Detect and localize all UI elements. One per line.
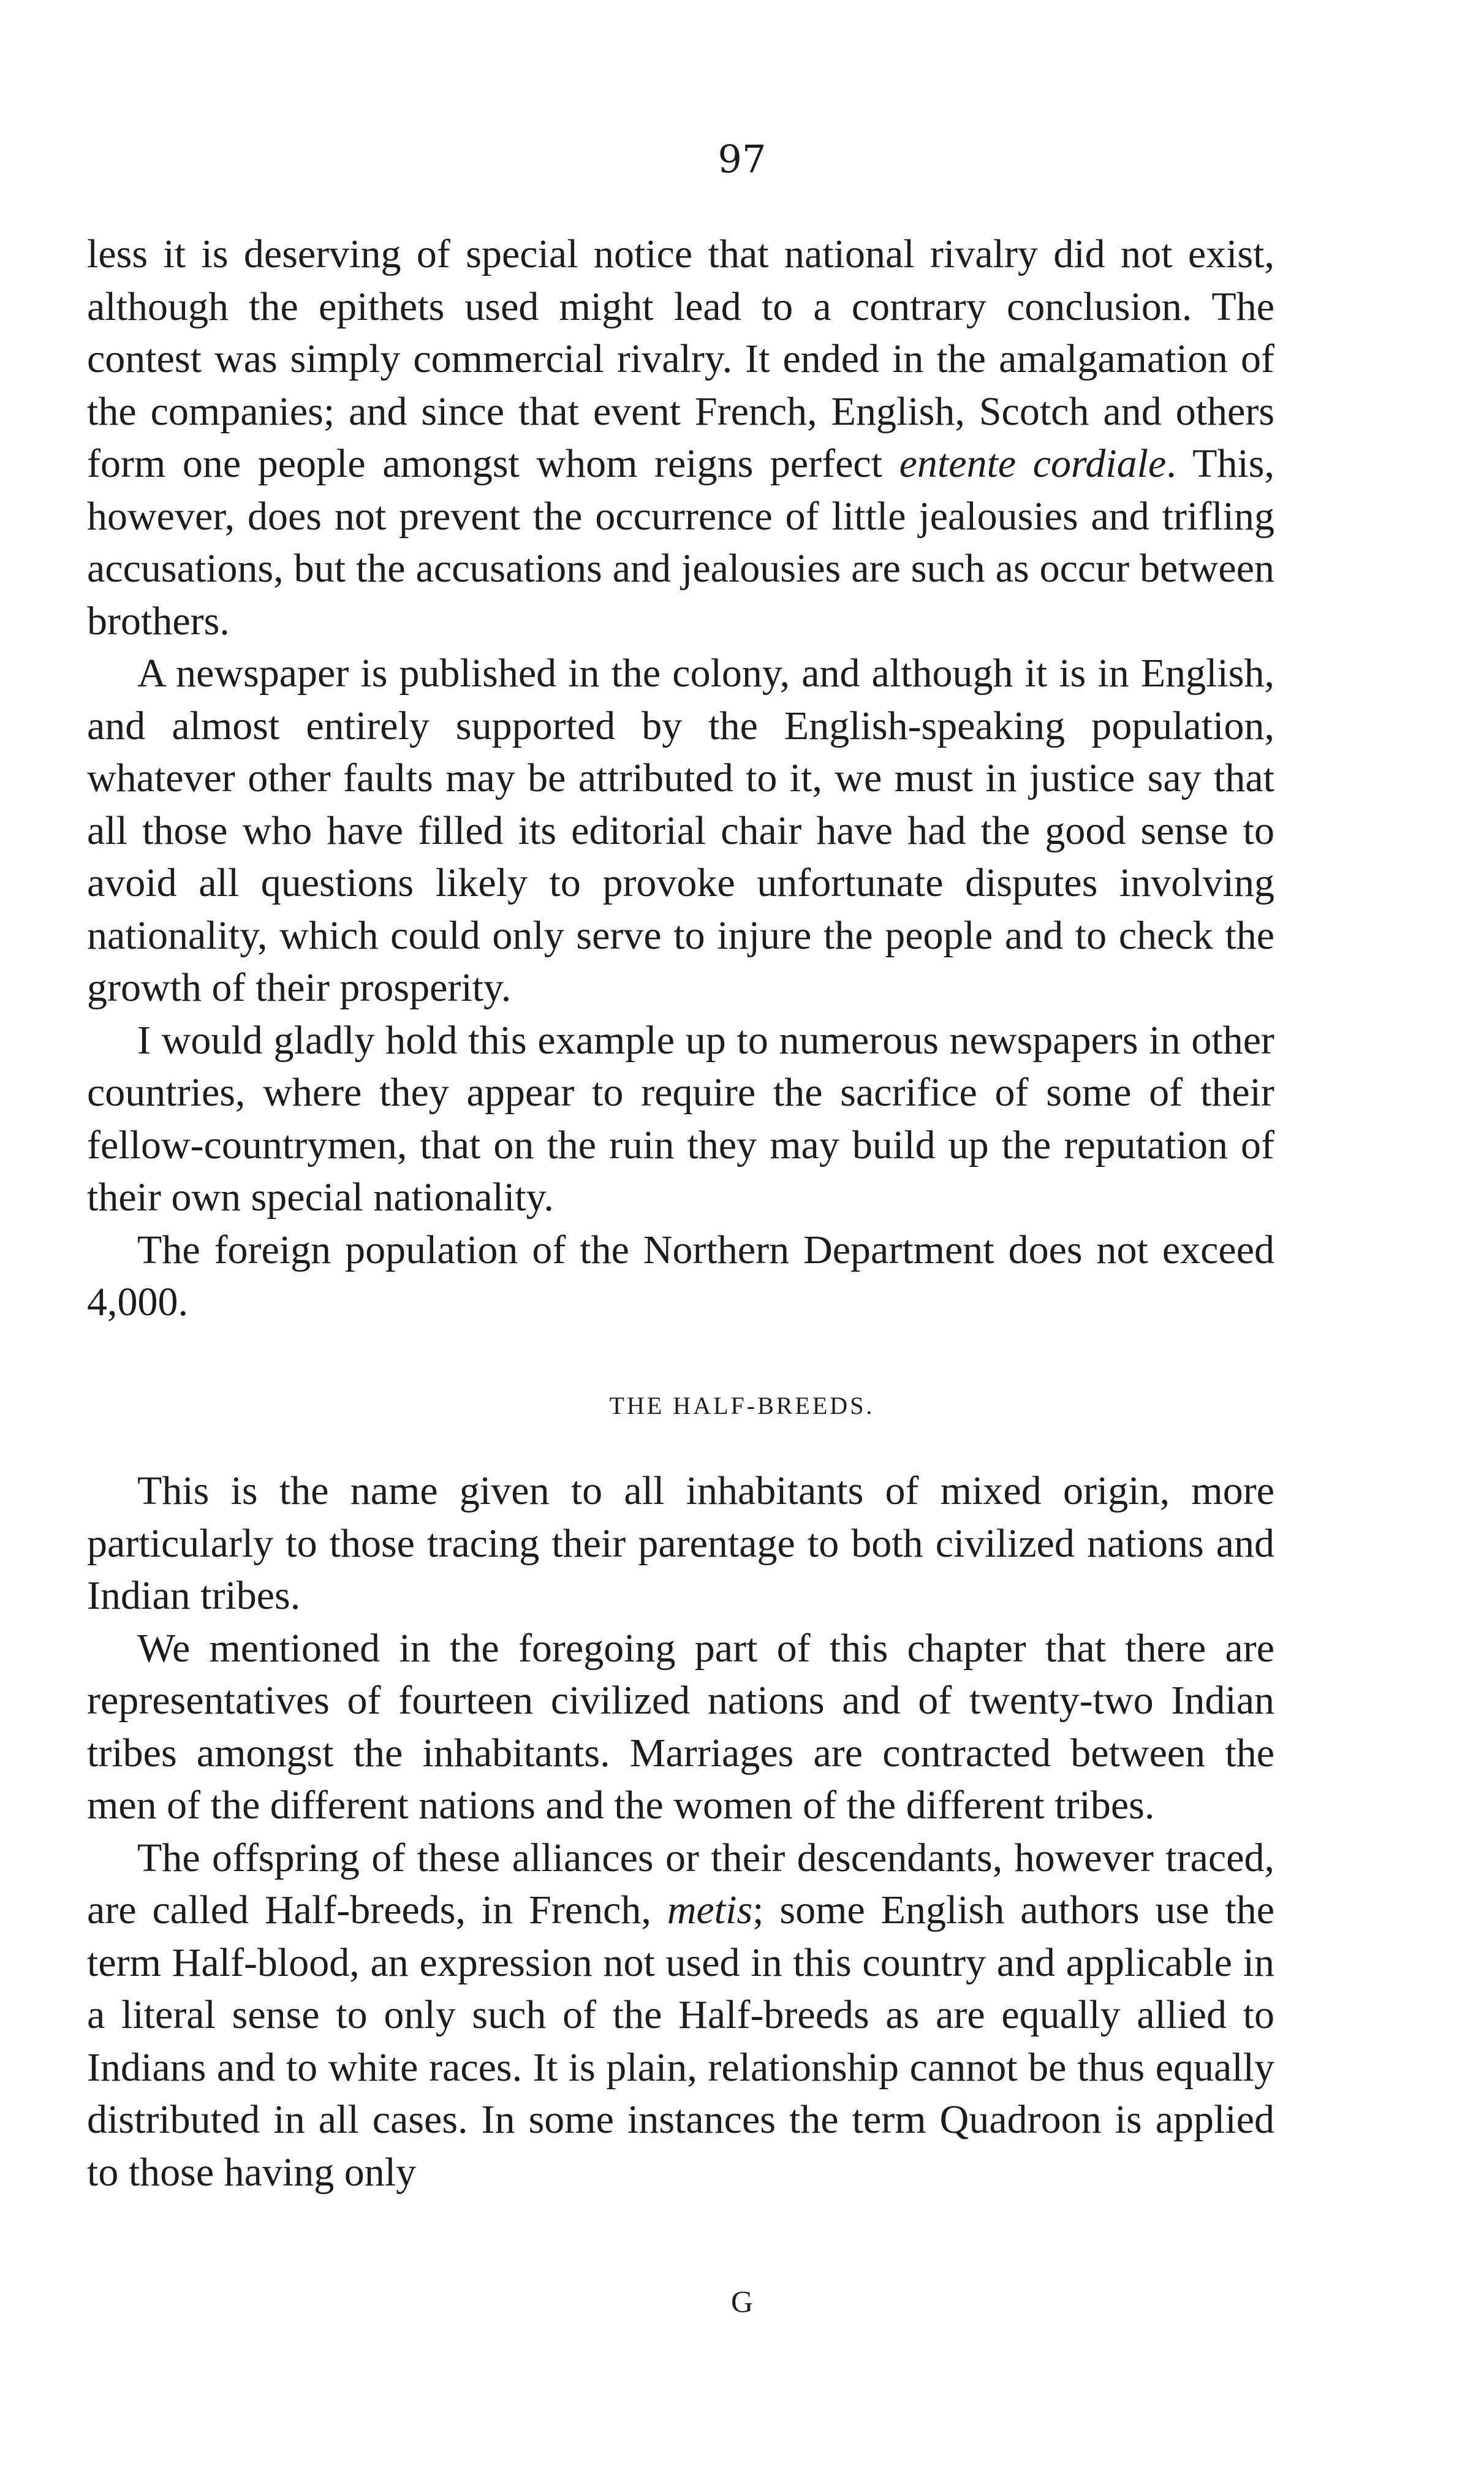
page-number: 97	[717, 137, 767, 181]
paragraph-offspring: The offspring of these alliances or their descendants, however traced, are called Half-breeds, in French, metis; some English authors use the term Half-blood, an expression not used in this country and applicable in a literal sense to only such of the Half-breeds as are equally allied to Indians and to white races. It is plain, relationship cannot be thus equally distributed in all cases. In some instances the term Quadroon is applied to those having only	[87, 1835, 1275, 2195]
signature-mark: G	[730, 2284, 754, 2318]
paragraph-continuation: less it is deserving of special notice that national rivalry did not exist, although the epithets used might lead to a contrary conclusion. The contest was simply commercial rivalry. It ended in the amalgamation of the companies; and since that event French, English, Scotch and others form one people amongst whom reigns perfect entente cordiale. This, however, does not prevent the occurrence of little jealousies and trifling accusations, but the accusations and jealousies are such as occur between brothers.	[87, 232, 1274, 644]
section-heading: THE HALF-BREEDS.	[609, 1392, 875, 1419]
paragraph-example: I would gladly hold this example up to numerous newspapers in other countries, where they appear to require the sacrifice of some of their fellow-countrymen, that on the ruin they may build up the reputation of their own special nationality.	[87, 1017, 1274, 1220]
italic-phrase: entente cordiale	[899, 441, 1167, 486]
paragraph-foreign-population: The foreign population of the Northern Department does not exceed 4,000.	[87, 1227, 1274, 1324]
text-section-1	[87, 228, 1274, 1329]
italic-word: metis	[667, 1888, 753, 1932]
text-section-2	[87, 1465, 1274, 2198]
paragraph-definition: This is the name given to all inhabitants of mixed origin, more particularly to those tracing their parentage to both civilized nations and Indian tribes.	[87, 1468, 1274, 1618]
paragraph-newspaper: A newspaper is published in the colony, and although it is in English, and almost entirely supported by the English-speaking population, whatever other faults may be attributed to it, we must in justice say that all those who have filled its editorial chair have had the good sense to avoid all questions likely to provoke unfortunate disputes involving nationality, which could only serve to injure the people and to check the growth of their prosperity.	[87, 651, 1274, 1010]
paragraph-representatives: We mentioned in the foregoing part of this chapter that there are representatives of fourteen civilized nations and of twenty-two Indian tribes amongst the inhabitants. Marriages are contracted between the men of the different nations and the women of the different tribes.	[87, 1625, 1274, 1828]
